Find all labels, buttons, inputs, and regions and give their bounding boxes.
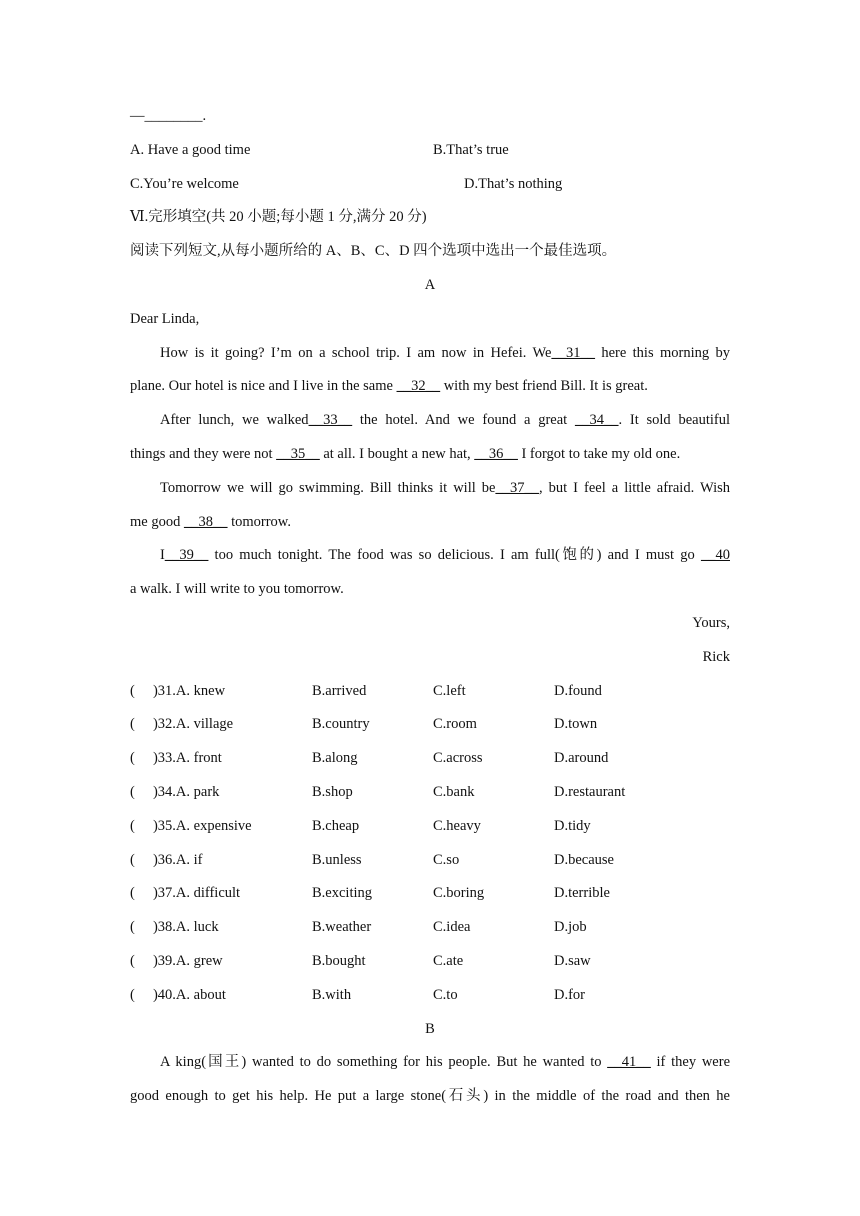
blank-34: __34__ bbox=[574, 412, 619, 429]
option-b: B.That’s true bbox=[433, 141, 509, 158]
question-row bbox=[130, 945, 730, 979]
passage-b-line-2: good enough to get his help. He put a large stone(石头) in the middle of the road and then he bbox=[130, 1088, 730, 1105]
option-d: D.terrible bbox=[554, 885, 610, 902]
option-b: B.weather bbox=[312, 919, 372, 936]
paragraph-2-line-1: After lunch, we walked__33__ the hotel. And we found a great __34__. It sold beautiful bbox=[130, 404, 730, 438]
blank-36: __36__ bbox=[474, 445, 518, 462]
question-row bbox=[130, 742, 730, 776]
answer-line: —________. bbox=[130, 108, 207, 124]
question-row bbox=[130, 810, 730, 844]
blank-33: __33__ bbox=[308, 412, 353, 429]
paragraph-1-line-1: How is it going? I’m on a school trip. I am now in Hefei. We__31__ here this morning by bbox=[130, 337, 730, 371]
option-d: D.job bbox=[554, 919, 587, 936]
paragraph-2-line-2: things and they were not __35__ at all. I bought a new hat, __36__ I forgot to take my old one. bbox=[130, 438, 730, 472]
question-row bbox=[130, 877, 730, 911]
question-number: ( )37.A. difficult bbox=[130, 885, 241, 902]
option-b: B.country bbox=[312, 716, 370, 733]
option-c: C.idea bbox=[433, 919, 471, 936]
section-instruction: 阅读下列短文,从每小题所给的 A、B、C、D 四个选项中选出一个最佳选项。 bbox=[130, 243, 617, 260]
question-number: ( )40.A. about bbox=[130, 986, 226, 1003]
letter-signature: Rick bbox=[702, 648, 730, 665]
paragraph-4-line-2: a walk. I will write to you tomorrow. bbox=[130, 581, 344, 598]
question-number: ( )33.A. front bbox=[130, 750, 222, 767]
option-d: D.for bbox=[554, 986, 586, 1003]
option-d: D.restaurant bbox=[554, 783, 626, 800]
section-heading: Ⅵ.完形填空(共 20 小题;每小题 1 分,满分 20 分) bbox=[130, 209, 427, 226]
option-d: D.found bbox=[554, 682, 602, 699]
option-c: C.bank bbox=[433, 783, 475, 800]
option-b: B.arrived bbox=[312, 682, 367, 699]
option-c: C.boring bbox=[433, 885, 485, 902]
option-c: C.room bbox=[433, 716, 477, 733]
question-row bbox=[130, 979, 730, 1013]
question-number: ( )36.A. if bbox=[130, 851, 203, 868]
blank-31: __31__ bbox=[551, 344, 595, 361]
blank-37: __37__ bbox=[495, 479, 539, 496]
option-c: C.ate bbox=[433, 952, 464, 969]
paragraph-3-line-2: me good __38__ tomorrow. bbox=[130, 506, 730, 540]
option-b: B.cheap bbox=[312, 817, 360, 834]
question-row bbox=[130, 911, 730, 945]
letter-greeting: Dear Linda, bbox=[130, 310, 200, 327]
option-a: A. Have a good time bbox=[130, 141, 251, 158]
paragraph-4-line-1: I__39__ too much tonight. The food was so delicious. I am full(饱的) and I must go __40 bbox=[130, 539, 730, 573]
option-c: C.You’re welcome bbox=[130, 175, 239, 192]
letter-closing: Yours, bbox=[692, 614, 730, 631]
option-d: D.tidy bbox=[554, 817, 591, 834]
blank-39: __39__ bbox=[164, 547, 209, 564]
option-b: B.along bbox=[312, 750, 358, 767]
option-row-2 bbox=[130, 168, 730, 202]
blank-35: __35__ bbox=[276, 445, 320, 462]
option-c: C.heavy bbox=[433, 817, 481, 834]
question-row bbox=[130, 776, 730, 810]
option-b: B.with bbox=[312, 986, 352, 1003]
question-row bbox=[130, 708, 730, 742]
question-row bbox=[130, 675, 730, 709]
blank-32: __32__ bbox=[396, 378, 441, 395]
option-b: B.unless bbox=[312, 851, 362, 868]
passage-a-title: A bbox=[424, 276, 436, 293]
blank-41: __41__ bbox=[607, 1054, 651, 1071]
option-c: C.left bbox=[433, 682, 466, 699]
option-d: D.around bbox=[554, 750, 609, 767]
question-number: ( )32.A. village bbox=[130, 716, 234, 733]
option-d: D.town bbox=[554, 716, 598, 733]
option-b: B.shop bbox=[312, 783, 353, 800]
question-number: ( )35.A. expensive bbox=[130, 817, 252, 834]
option-d: D.That’s nothing bbox=[464, 175, 563, 192]
document-page bbox=[130, 100, 730, 1114]
option-c: C.across bbox=[433, 750, 483, 767]
question-number: ( )39.A. grew bbox=[130, 952, 223, 969]
option-d: D.because bbox=[554, 851, 614, 868]
question-number: ( )38.A. luck bbox=[130, 919, 219, 936]
blank-38: __38__ bbox=[183, 513, 228, 530]
option-c: C.to bbox=[433, 986, 458, 1003]
option-b: B.bought bbox=[312, 952, 366, 969]
paragraph-1-line-2: plane. Our hotel is nice and I live in the same __32__ with my best friend Bill. It is great. bbox=[130, 370, 730, 404]
question-row bbox=[130, 844, 730, 878]
option-c: C.so bbox=[433, 851, 460, 868]
question-number: ( )34.A. park bbox=[130, 783, 220, 800]
option-b: B.exciting bbox=[312, 885, 373, 902]
option-d: D.saw bbox=[554, 952, 591, 969]
option-row-1 bbox=[130, 134, 730, 168]
question-number: ( )31.A. knew bbox=[130, 682, 226, 699]
passage-b-line-1: A king(国王) wanted to do something for his people. But he wanted to __41__ if they were bbox=[130, 1046, 730, 1080]
blank-40: __40 bbox=[701, 547, 730, 564]
question-list bbox=[130, 675, 730, 1013]
passage-b-title: B bbox=[425, 1020, 435, 1037]
paragraph-3-line-1: Tomorrow we will go swimming. Bill thinks it will be__37__, but I feel a little afraid. Wish bbox=[130, 472, 730, 506]
